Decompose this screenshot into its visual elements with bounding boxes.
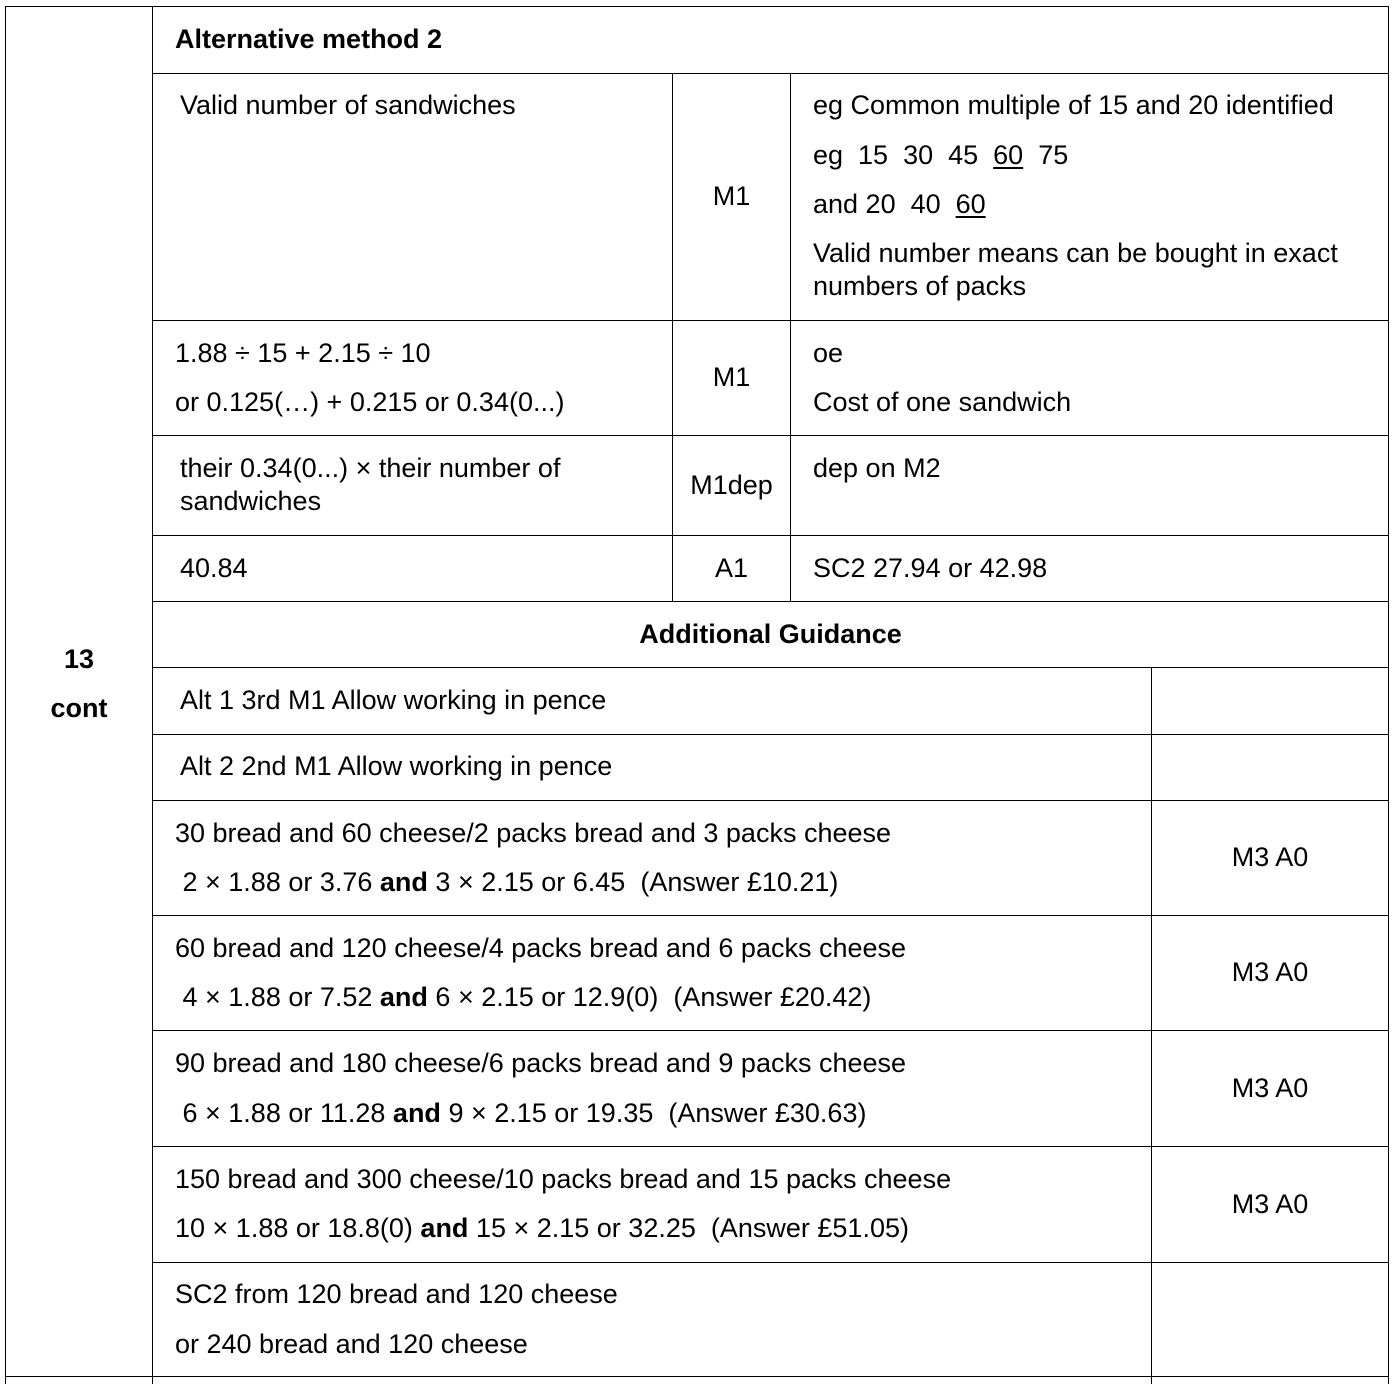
comment-text: oe [813, 338, 844, 368]
mark-column-divider [672, 73, 673, 601]
border-top [5, 6, 1389, 7]
question-number: 13 [63, 644, 95, 674]
comment-text: numbers of packs [813, 271, 1027, 301]
guidance-mark: M3 A0 [1231, 1189, 1309, 1219]
guidance-title: Additional Guidance [639, 619, 902, 649]
guidance-text: 10 × 1.88 or 18.8(0) and 15 × 2.15 or 32.25 (Answer £51.05) [175, 1213, 909, 1243]
comment-text: Valid number means can be bought in exact [813, 238, 1338, 268]
guidance-text: 6 × 1.88 or 11.28 and 9 × 2.15 or 19.35 (Answer £30.63) [175, 1098, 867, 1128]
section-title: Alternative method 2 [175, 24, 443, 54]
guidance-text: Alt 2 2nd M1 Allow working in pence [180, 751, 613, 781]
row-line [152, 435, 1389, 436]
comment-text: eg 15 30 45 60 75 [813, 140, 1069, 170]
border-left [5, 6, 6, 1384]
guidance-text: SC2 from 120 bread and 120 cheese [175, 1279, 618, 1309]
mark-value: A1 [714, 553, 749, 583]
row-line [152, 734, 1389, 735]
guidance-mark: M3 A0 [1231, 957, 1309, 987]
row-line [152, 800, 1389, 801]
question-column-divider [152, 6, 153, 1384]
guidance-text: 2 × 1.88 or 3.76 and 3 × 2.15 or 6.45 (Answer £10.21) [175, 867, 839, 897]
working-text: their 0.34(0...) × their number of [180, 453, 561, 483]
mark-value: M1dep [690, 470, 773, 500]
mark-value: M1 [712, 181, 751, 211]
row-line [152, 1146, 1389, 1147]
border-bottom [5, 1376, 1389, 1377]
comment-text: and 20 40 60 [813, 189, 986, 219]
working-text: Valid number of sandwiches [180, 90, 516, 120]
working-text: 40.84 [180, 553, 248, 583]
guidance-text: 90 bread and 180 cheese/6 packs bread and 9 packs cheese [175, 1048, 907, 1078]
comment-text: Cost of one sandwich [813, 387, 1072, 417]
row-line [152, 73, 1389, 74]
guidance-text: 60 bread and 120 cheese/4 packs bread and 6 packs cheese [175, 933, 907, 963]
underlined-value: 60 [955, 189, 986, 219]
row-line [152, 915, 1389, 916]
guidance-mark: M3 A0 [1231, 1073, 1309, 1103]
working-text: 1.88 ÷ 15 + 2.15 ÷ 10 [175, 338, 431, 368]
row-line [152, 320, 1389, 321]
guidance-mark-column-divider [1151, 667, 1152, 1384]
guidance-text: Alt 1 3rd M1 Allow working in pence [180, 685, 607, 715]
comments-column-divider [790, 73, 791, 601]
row-line [152, 601, 1389, 602]
mark-value: M1 [712, 362, 751, 392]
guidance-text: 150 bread and 300 cheese/10 packs bread and 15 packs cheese [175, 1164, 952, 1194]
row-line [152, 667, 1389, 668]
row-line [152, 535, 1389, 536]
comment-text: dep on M2 [813, 453, 941, 483]
guidance-text: or 240 bread and 120 cheese [175, 1329, 528, 1359]
guidance-text: 4 × 1.88 or 7.52 and 6 × 2.15 or 12.9(0) (Answer £20.42) [175, 982, 872, 1012]
underlined-value: 60 [993, 140, 1024, 170]
row-line [152, 1262, 1389, 1263]
guidance-mark: M3 A0 [1231, 842, 1309, 872]
row-line [152, 1030, 1389, 1031]
question-suffix: cont [50, 693, 108, 723]
comment-text: SC2 27.94 or 42.98 [813, 553, 1048, 583]
working-text: sandwiches [180, 486, 322, 516]
guidance-text: 30 bread and 60 cheese/2 packs bread and 3 packs cheese [175, 818, 892, 848]
border-right [1388, 6, 1389, 1384]
comment-text: eg Common multiple of 15 and 20 identified [813, 90, 1334, 120]
working-text: or 0.125(…) + 0.215 or 0.34(0...) [175, 387, 565, 417]
